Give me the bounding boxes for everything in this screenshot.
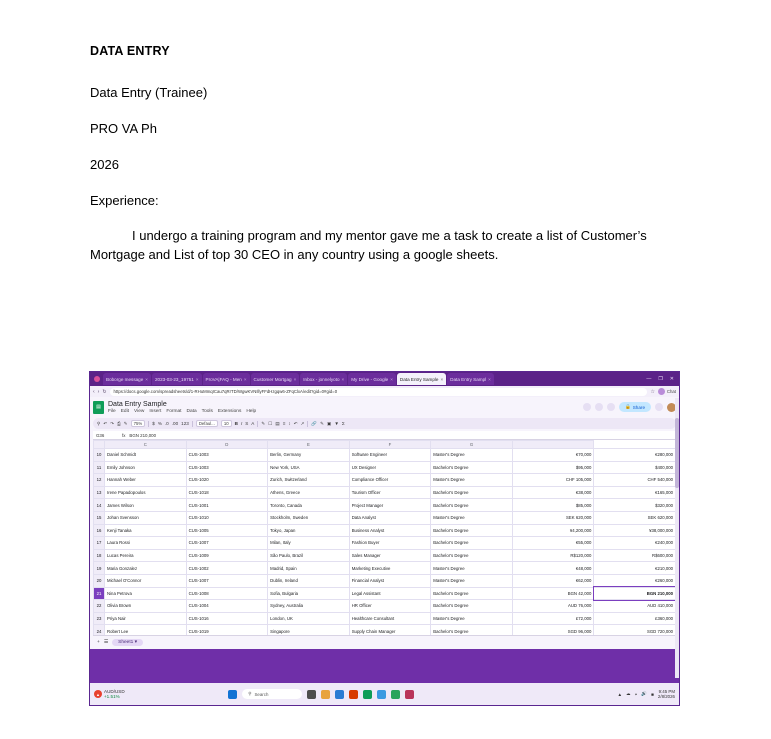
rotate-icon[interactable]: ↗ xyxy=(300,420,305,426)
cell-location[interactable]: Dublin, Ireland xyxy=(268,574,350,587)
search-icon[interactable]: ⚲ xyxy=(97,420,101,426)
row-header[interactable]: 24 xyxy=(94,625,105,636)
close-icon[interactable]: × xyxy=(293,376,297,382)
cell-customer-id[interactable]: CUS-1007 xyxy=(186,537,268,550)
cell-salary[interactable]: €48,000 xyxy=(512,562,594,575)
year-line: 2026 xyxy=(90,156,119,172)
toolbar-divider xyxy=(148,421,149,427)
cell-name[interactable]: Michael O'Connor xyxy=(105,574,187,587)
cell-role[interactable]: Sales Manager xyxy=(349,549,431,562)
cell-customer-id[interactable]: CUS-1003 xyxy=(186,449,268,462)
menu-data[interactable]: Data xyxy=(186,408,197,414)
cell-mortgage[interactable]: $320,000 xyxy=(594,499,676,512)
cell-salary[interactable]: R$120,000 xyxy=(512,549,594,562)
tab-label: Boborge message xyxy=(106,376,144,382)
sheet-tab-bar xyxy=(93,636,676,649)
grid-body xyxy=(94,449,676,637)
browser-tab[interactable] xyxy=(300,373,347,385)
menu-insert[interactable]: Insert xyxy=(149,408,162,414)
taskbar-tray xyxy=(617,689,675,699)
cell-salary[interactable]: €38,000 xyxy=(512,486,594,499)
cell-mortgage[interactable]: €240,000 xyxy=(594,537,676,550)
browser-tab-strip xyxy=(90,372,679,386)
task-view-icon[interactable] xyxy=(307,690,316,699)
formula-input[interactable]: BGN 210,000 xyxy=(129,432,157,438)
fill-color-icon[interactable]: ✎ xyxy=(261,420,266,426)
table-row[interactable] xyxy=(94,600,676,613)
currency-icon[interactable]: $ xyxy=(152,421,155,426)
column-header-e[interactable]: E xyxy=(268,441,350,449)
cell-role[interactable]: Business Analyst xyxy=(349,524,431,537)
close-icon[interactable]: × xyxy=(195,376,199,382)
column-header-c[interactable]: C xyxy=(105,441,187,449)
cell-location[interactable]: New York, USA xyxy=(268,461,350,474)
font-select[interactable]: Defaul... xyxy=(196,420,218,427)
cell-location[interactable]: Tokyo, Japan xyxy=(268,524,350,537)
row-header[interactable]: 16 xyxy=(94,524,105,537)
cell-customer-id[interactable]: CUS-1001 xyxy=(186,499,268,512)
cell-salary[interactable]: AUD 76,000 xyxy=(512,600,594,613)
toolbar-divider xyxy=(307,421,308,427)
tab-label: ProVA|FAQ - Men xyxy=(205,376,242,382)
back-icon[interactable]: ‹ xyxy=(93,388,95,395)
cell-mortgage[interactable]: AUD 410,000 xyxy=(594,600,676,613)
grid-table xyxy=(93,440,676,636)
share-button[interactable] xyxy=(619,402,651,412)
cell-education[interactable]: Bachelor's Degree xyxy=(431,549,513,562)
cell-name[interactable]: Priya Nair xyxy=(105,612,187,625)
cell-name[interactable]: Nina Petrova xyxy=(105,587,187,600)
cell-role[interactable]: Supply Chain Manager xyxy=(349,625,431,636)
browser-tab[interactable] xyxy=(152,373,202,385)
sheets-taskbar-icon[interactable] xyxy=(363,690,372,699)
clock-date: 2/8/2026 xyxy=(657,694,675,699)
column-header-f[interactable]: F xyxy=(349,441,431,449)
cell-location[interactable]: Stockholm, Sweden xyxy=(268,511,350,524)
cell-role[interactable]: Compliance Officer xyxy=(349,474,431,487)
cell-location[interactable]: Singapore xyxy=(268,625,350,636)
cell-customer-id[interactable]: CUS-1008 xyxy=(186,587,268,600)
row-header[interactable]: 10 xyxy=(94,449,105,462)
cell-name[interactable]: Daniel Schmidt xyxy=(105,449,187,462)
valign-icon[interactable]: ↕ xyxy=(288,421,291,426)
sheets-icon[interactable]: ▤ xyxy=(93,401,104,414)
cell-mortgage[interactable]: €260,000 xyxy=(594,574,676,587)
tab-label: Inbox - jonnelyoto xyxy=(303,376,340,382)
cell-reference[interactable]: G36 xyxy=(96,432,105,438)
cell-education[interactable]: Master's Degree xyxy=(431,612,513,625)
cell-education[interactable]: Bachelor's Degree xyxy=(431,499,513,512)
functions-icon[interactable]: Σ xyxy=(341,421,345,426)
cell-role[interactable]: Healthcare Consultant xyxy=(349,612,431,625)
close-icon[interactable]: × xyxy=(145,376,148,382)
table-row[interactable] xyxy=(94,537,676,550)
media-icon[interactable] xyxy=(405,690,414,699)
cell-role[interactable]: Project Manager xyxy=(349,499,431,512)
table-row[interactable] xyxy=(94,511,676,524)
cell-education[interactable]: Master's Degree xyxy=(431,562,513,575)
cell-mortgage[interactable]: SGD 720,000 xyxy=(594,625,676,636)
menu-format[interactable]: Format xyxy=(166,408,182,414)
word-icon[interactable] xyxy=(335,690,344,699)
lock-icon: 🔒 xyxy=(625,404,631,409)
cell-name[interactable]: Emily Johnson xyxy=(105,461,187,474)
column-header-d[interactable]: D xyxy=(186,441,268,449)
font-size-input[interactable]: 10 xyxy=(221,420,232,427)
cell-customer-id[interactable]: CUS-1018 xyxy=(186,486,268,499)
table-row[interactable] xyxy=(94,562,676,575)
experience-paragraph: I undergo a training program and my mentor gave me a task to create a list of Customer’s Mortgage and List of top 30 CEO in any country using a google sheets. xyxy=(90,228,647,263)
cell-role[interactable]: HR Officer xyxy=(349,600,431,613)
browser-logo-icon xyxy=(94,376,100,382)
stock-change: +1.51% xyxy=(104,694,120,699)
cell-customer-id[interactable]: CUS-1005 xyxy=(186,524,268,537)
cell-name[interactable]: Lucas Pereira xyxy=(105,549,187,562)
column-header-h[interactable] xyxy=(512,441,594,449)
formula-bar xyxy=(93,431,676,440)
more-formats-icon[interactable]: 123 xyxy=(181,421,189,426)
vertical-scrollbar[interactable] xyxy=(675,398,679,678)
cell-location[interactable]: São Paulo, Brazil xyxy=(268,549,350,562)
cell-name[interactable]: Johan Svensson xyxy=(105,511,187,524)
row-header[interactable]: 17 xyxy=(94,537,105,550)
tab-label: Customer Mortgag xyxy=(253,376,292,382)
tab-label: Data Entry Sample xyxy=(399,376,439,382)
chevron-up-icon[interactable]: ▲ xyxy=(617,691,623,697)
experience-label: Experience: xyxy=(90,192,159,208)
cell-education[interactable]: Bachelor's Degree xyxy=(431,587,513,600)
chart-icon[interactable]: ▣ xyxy=(327,420,332,426)
row-header[interactable]: 15 xyxy=(94,511,105,524)
cell-education[interactable]: Bachelor's Degree xyxy=(431,600,513,613)
clock-time: 9:45 PM xyxy=(658,688,675,694)
cell-salary[interactable]: CHF 105,000 xyxy=(512,474,594,487)
cell-customer-id[interactable]: CUS-1007 xyxy=(186,574,268,587)
search-input[interactable] xyxy=(242,689,302,699)
tab-label: My Drive - Google xyxy=(351,376,389,382)
table-row[interactable] xyxy=(94,587,676,600)
row-header[interactable]: 23 xyxy=(94,612,105,625)
menu-view[interactable]: View xyxy=(134,408,145,414)
menu-help[interactable]: Help xyxy=(246,408,257,414)
cell-salary[interactable]: $85,000 xyxy=(512,499,594,512)
column-header-row xyxy=(94,441,676,449)
reload-icon[interactable]: ↻ xyxy=(102,388,107,395)
onedrive-icon[interactable]: ☁ xyxy=(626,691,631,696)
wrap-icon[interactable]: ↶ xyxy=(293,420,298,426)
close-icon[interactable]: × xyxy=(341,376,345,382)
sheet-tab-label: Sheet1 xyxy=(118,640,134,645)
browser-tab[interactable] xyxy=(348,373,396,385)
sheets-toolbar xyxy=(93,418,676,429)
cell-salary[interactable]: €62,000 xyxy=(512,574,594,587)
cell-salary[interactable]: €55,000 xyxy=(512,537,594,550)
menu-extensions[interactable]: Extensions xyxy=(217,408,242,414)
sheets-menubar xyxy=(108,409,256,414)
table-row[interactable] xyxy=(94,474,676,487)
decimal-decrease-icon[interactable]: .0 xyxy=(164,421,169,426)
column-header-g[interactable]: G xyxy=(431,441,513,449)
cell-salary[interactable]: $95,000 xyxy=(512,461,594,474)
comment-insert-icon[interactable]: ✎ xyxy=(320,420,324,426)
wifi-icon[interactable]: ◓ xyxy=(634,691,638,697)
cell-location[interactable]: Toronto, Canada xyxy=(268,499,350,512)
close-icon[interactable]: × xyxy=(243,376,247,382)
cell-salary[interactable]: SGD 96,000 xyxy=(512,625,594,636)
row-header[interactable]: 18 xyxy=(94,549,105,562)
google-sheets-app xyxy=(90,397,679,649)
chat-icon xyxy=(658,388,665,395)
cell-customer-id[interactable]: CUS-1002 xyxy=(186,562,268,575)
cell-salary[interactable]: ¥4,200,000 xyxy=(512,524,594,537)
browser-tab[interactable] xyxy=(103,373,151,385)
borders-icon[interactable]: ☐ xyxy=(268,420,273,426)
browser-tab[interactable] xyxy=(447,373,494,385)
table-row[interactable] xyxy=(94,486,676,499)
start-icon[interactable] xyxy=(228,690,237,699)
close-window-icon[interactable]: ✕ xyxy=(669,376,674,382)
cell-education[interactable]: Bachelor's Degree xyxy=(431,461,513,474)
cell-role[interactable]: Fashion Buyer xyxy=(349,537,431,550)
stock-symbol: AUD/USD xyxy=(104,688,125,694)
cell-education[interactable]: Master's Degree xyxy=(431,511,513,524)
cell-mortgage[interactable]: CHF 540,000 xyxy=(594,474,676,487)
table-row[interactable] xyxy=(94,612,676,625)
office-icon[interactable] xyxy=(349,690,358,699)
forward-icon[interactable]: › xyxy=(97,388,100,395)
sheets-title-block xyxy=(108,401,256,414)
cell-education[interactable]: Master's Degree xyxy=(431,449,513,462)
cell-location[interactable]: Sydney, Australia xyxy=(268,600,350,613)
cell-customer-id[interactable]: CUS-1019 xyxy=(186,625,268,636)
cell-location[interactable]: Berlin, Germany xyxy=(268,449,350,462)
clock[interactable] xyxy=(658,689,675,699)
star-icon[interactable]: ☆ xyxy=(650,388,655,395)
cell-location[interactable]: Athens, Greece xyxy=(268,486,350,499)
row-header[interactable]: 20 xyxy=(94,574,105,587)
cell-location[interactable]: Madrid, Spain xyxy=(268,562,350,575)
filter-icon[interactable]: ▼ xyxy=(334,421,339,426)
sheets-header-actions xyxy=(583,402,676,412)
link-icon[interactable]: 🔗 xyxy=(311,420,318,426)
stock-icon: ▲ xyxy=(94,690,102,698)
cell-education[interactable]: Bachelor's Degree xyxy=(431,524,513,537)
tab-label: 2023-03-23_19751 xyxy=(154,376,194,382)
cell-customer-id[interactable]: CUS-1016 xyxy=(186,612,268,625)
cell-name[interactable]: Laura Rossi xyxy=(105,537,187,550)
taskbar-center xyxy=(228,689,414,699)
minimize-icon[interactable]: — xyxy=(646,376,652,382)
italic-icon[interactable]: I xyxy=(240,421,243,426)
stock-widget[interactable] xyxy=(94,689,125,699)
cell-role[interactable]: Marketing Executive xyxy=(349,562,431,575)
chat-button[interactable] xyxy=(658,388,676,395)
search-placeholder: Search xyxy=(254,691,269,697)
company-line: PRO VA Ph xyxy=(90,120,157,136)
browser-toolbar xyxy=(90,386,679,397)
maximize-icon[interactable]: ❐ xyxy=(658,376,663,382)
strikethrough-icon[interactable]: S xyxy=(245,421,249,426)
row-header[interactable]: 11 xyxy=(94,461,105,474)
close-icon[interactable]: × xyxy=(488,376,491,382)
cell-customer-id[interactable]: CUS-1020 xyxy=(186,474,268,487)
cell-role[interactable]: Financial Analyst xyxy=(349,574,431,587)
cell-customer-id[interactable]: CUS-1010 xyxy=(186,511,268,524)
embedded-screenshot xyxy=(89,371,680,706)
paint-format-icon[interactable]: ✎ xyxy=(123,420,128,426)
share-label: Share xyxy=(632,404,645,410)
document-body xyxy=(0,0,771,265)
redo-icon[interactable]: ↷ xyxy=(110,420,115,426)
explorer-icon[interactable] xyxy=(321,690,330,699)
edge-icon[interactable] xyxy=(377,690,386,699)
undo-icon[interactable]: ↶ xyxy=(103,420,108,426)
cell-role[interactable]: Tourism Officer xyxy=(349,486,431,499)
row-header[interactable]: 19 xyxy=(94,562,105,575)
fx-icon: fx xyxy=(122,432,126,438)
align-icon[interactable]: ≡ xyxy=(282,421,286,426)
cell-mortgage[interactable]: SEK 620,000 xyxy=(594,511,676,524)
battery-icon[interactable]: ■ xyxy=(651,691,654,697)
merge-cells-icon[interactable]: ▤ xyxy=(275,420,280,426)
cell-location[interactable]: Milan, Italy xyxy=(268,537,350,550)
sheet-tab-sheet1[interactable]: Sheet1 ▾ xyxy=(112,639,143,646)
spreadsheet-grid[interactable] xyxy=(93,440,676,636)
page-title: DATA ENTRY xyxy=(90,44,170,58)
chat-label: Chat xyxy=(666,389,676,394)
table-row[interactable] xyxy=(94,449,676,462)
address-bar[interactable]: https://docs.google.com/spreadsheets/d/1-RHuMmqICau7qRrTD/WgwKVNIllyFFdHzgqw6-ZFqClxA/edit?gid=0#gid=0 xyxy=(110,388,648,396)
cell-customer-id[interactable]: CUS-1004 xyxy=(186,600,268,613)
sheets-header xyxy=(93,397,676,417)
cell-name[interactable]: Irene Papadopoulos xyxy=(105,486,187,499)
browser-tab[interactable] xyxy=(251,373,300,385)
cell-location[interactable]: Zurich, Switzerland xyxy=(268,474,350,487)
row-header[interactable]: 22 xyxy=(94,600,105,613)
close-icon[interactable]: × xyxy=(440,376,444,382)
cell-salary[interactable]: BGN 42,000 xyxy=(512,587,594,600)
cell-location[interactable]: London, UK xyxy=(268,612,350,625)
stock-text xyxy=(104,689,125,699)
cell-location[interactable]: Sofia, Bulgaria xyxy=(268,587,350,600)
cell-customer-id[interactable]: CUS-1003 xyxy=(186,461,268,474)
cell-education[interactable]: Bachelor's Degree xyxy=(431,537,513,550)
row-header[interactable]: 12 xyxy=(94,474,105,487)
row-header[interactable]: 13 xyxy=(94,486,105,499)
cell-salary[interactable]: SEK 620,000 xyxy=(512,511,594,524)
table-row[interactable] xyxy=(94,461,676,474)
cell-name[interactable]: Robert Lee xyxy=(105,625,187,636)
close-icon[interactable]: × xyxy=(390,376,393,382)
zoom-select[interactable]: 75% xyxy=(131,420,146,427)
toolbar-divider xyxy=(192,421,193,427)
excel-icon[interactable] xyxy=(391,690,400,699)
menu-edit[interactable]: Edit xyxy=(120,408,130,414)
cell-mortgage[interactable]: R$600,000 xyxy=(594,549,676,562)
table-row[interactable] xyxy=(94,549,676,562)
cell-customer-id[interactable]: CUS-1009 xyxy=(186,549,268,562)
cell-mortgage[interactable]: BGN 210,000 xyxy=(594,587,676,600)
table-row[interactable] xyxy=(94,499,676,512)
print-icon[interactable]: ⎙ xyxy=(117,421,121,426)
cell-mortgage[interactable]: $400,000 xyxy=(594,461,676,474)
cell-name[interactable]: Maria Gonzalez xyxy=(105,562,187,575)
cell-mortgage[interactable]: ¥38,000,000 xyxy=(594,524,676,537)
table-row[interactable] xyxy=(94,574,676,587)
cell-mortgage[interactable]: €210,000 xyxy=(594,562,676,575)
table-row[interactable] xyxy=(94,625,676,636)
menu-file[interactable]: File xyxy=(108,408,116,414)
browser-tab[interactable] xyxy=(203,373,250,385)
percent-icon[interactable]: % xyxy=(157,421,162,426)
cell-education[interactable]: Master's Degree xyxy=(431,574,513,587)
browser-tab-active[interactable] xyxy=(397,373,446,385)
cell-education[interactable]: Master's Degree xyxy=(431,474,513,487)
corner-cell[interactable] xyxy=(94,441,105,449)
cell-name[interactable]: Kenji Tanaka xyxy=(105,524,187,537)
all-sheets-button[interactable]: ☰ xyxy=(103,640,109,645)
comment-icon[interactable] xyxy=(595,403,603,411)
cell-salary[interactable]: €70,000 xyxy=(512,449,594,462)
search-icon: ⚲ xyxy=(248,691,252,696)
tab-label: Data Entry Sampl xyxy=(450,376,487,382)
text-color-icon[interactable]: A xyxy=(251,421,255,426)
volume-icon[interactable]: 🔊 xyxy=(641,691,648,696)
add-sheet-button[interactable]: + xyxy=(97,640,100,645)
cell-role[interactable]: Software Engineer xyxy=(349,449,431,462)
table-row[interactable] xyxy=(94,524,676,537)
menu-tools[interactable]: Tools xyxy=(201,408,213,414)
row-header[interactable]: 21 xyxy=(94,587,105,600)
toolbar-divider xyxy=(257,421,258,427)
row-header[interactable]: 14 xyxy=(94,499,105,512)
gemini-icon[interactable] xyxy=(655,403,663,411)
cell-role[interactable]: UX Designer xyxy=(349,461,431,474)
document-title[interactable]: Data Entry Sample xyxy=(108,400,167,408)
cell-mortgage[interactable]: €280,000 xyxy=(594,449,676,462)
cell-salary[interactable]: £72,000 xyxy=(512,612,594,625)
cell-education[interactable]: Bachelor's Degree xyxy=(431,625,513,636)
bold-icon[interactable]: B xyxy=(234,421,238,426)
job-title-line: Data Entry (Trainee) xyxy=(90,85,208,100)
cell-education[interactable]: Bachelor's Degree xyxy=(431,486,513,499)
cell-role[interactable]: Data Analyst xyxy=(349,511,431,524)
cell-mortgage[interactable]: €165,000 xyxy=(594,486,676,499)
decimal-increase-icon[interactable]: .00 xyxy=(171,421,179,426)
cell-role[interactable]: Legal Assistant xyxy=(349,587,431,600)
history-icon[interactable] xyxy=(583,403,591,411)
cell-mortgage[interactable]: £360,000 xyxy=(594,612,676,625)
cell-name[interactable]: Hannah Weber xyxy=(105,474,187,487)
windows-taskbar xyxy=(90,683,679,705)
meet-icon[interactable] xyxy=(607,403,615,411)
cell-name[interactable]: James Wilson xyxy=(105,499,187,512)
cell-name[interactable]: Olivia Brown xyxy=(105,600,187,613)
